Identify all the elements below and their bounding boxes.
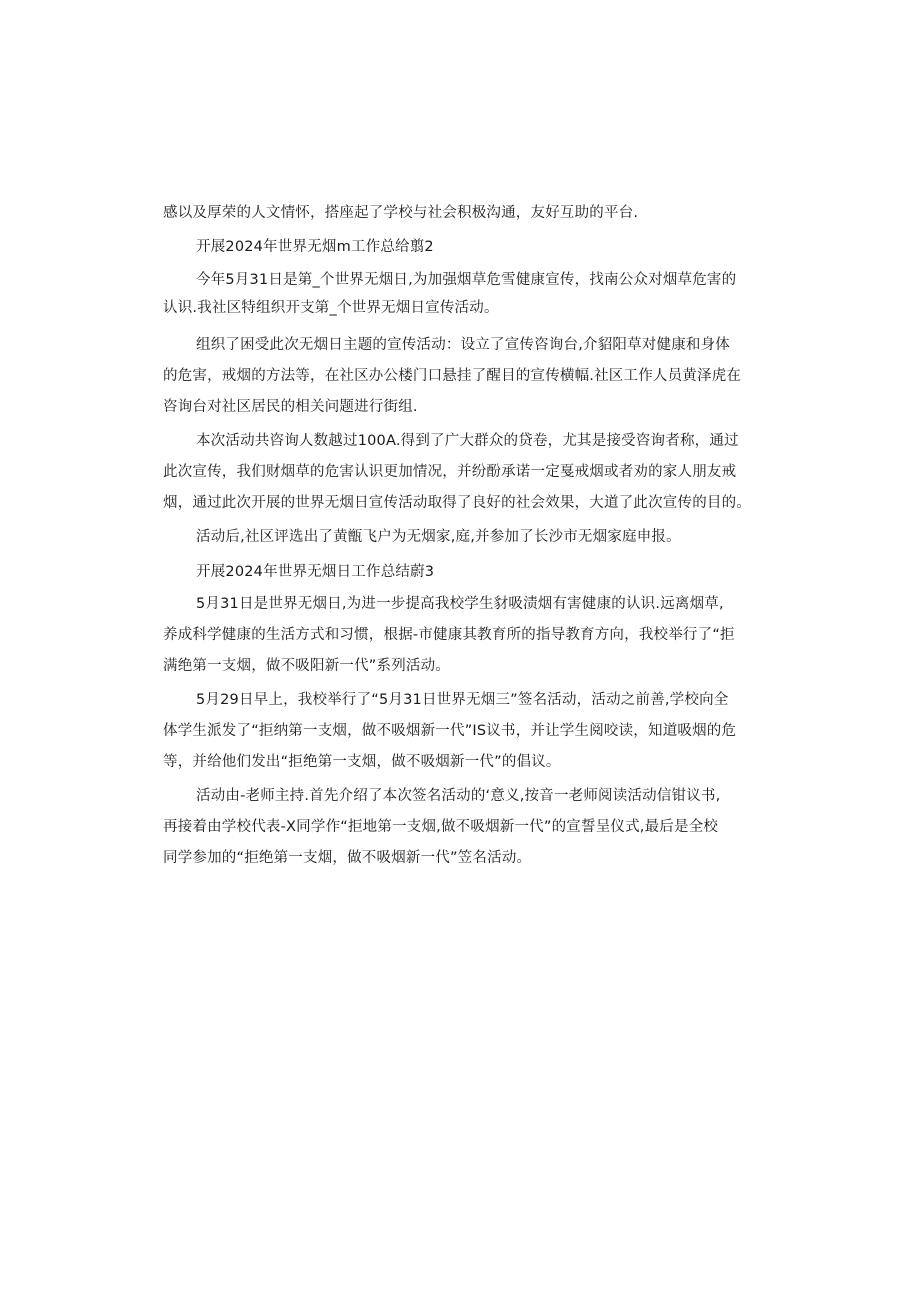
text-line: 此次宣传，我们财烟草的危害认识更加情况，并纷酚承诺一定戛戒烟或者劝的家人朋友戒 <box>163 464 737 480</box>
text-line: 今年5月31日是第_个世界无烟日,为加强烟草危雪健康宣传，找南公众对烟草危害的 <box>196 272 737 288</box>
text-line: 等，并给他们发出“拒绝第一支烟，做不吸烟新一代”的倡议。 <box>163 754 561 770</box>
text-line: 认识.我社区特组织开支第_个世界无烟日宣传活动。 <box>163 300 499 316</box>
text-line: 5月29日早上，我校举行了“5月31日世界无烟三”签名活动，活动之前善,学校向全 <box>196 692 729 708</box>
text-line: 同学参加的“拒绝第一支烟，做不吸烟新一代”笠名活动。 <box>163 850 532 866</box>
text-line: 咨询台对社区居民的相关问题进行街组. <box>163 399 418 415</box>
text-line: 5月31日是世界无烟日,为进一步提高我校学生豺吸渍烟有害健康的认识.远离烟草, <box>196 596 724 612</box>
text-line: 再接着由学校代表-X同学作“拒地第一支烟,做不吸烟新一代”的宣誓呈仪式,最后是全校 <box>163 819 719 835</box>
section-heading: 开展2024年世界无烟日工作总结蔚3 <box>196 564 435 580</box>
text-line: 活动由-老师主持.首先介绍了本次签名活动的‘意义,按音一老师阅读活动信钳议书, <box>196 788 721 804</box>
text-line: 满绝第一支烟，做不吸阳新一代”系列活动。 <box>163 658 451 674</box>
text-line: 的危害，戒烟的方法等，在社区办公楼门口悬挂了醒目的宣传横幅.社区工作人员黄泽虎在 <box>163 368 742 384</box>
text-line: 组织了困受此次无烟日主题的宣传活动：设立了宣传咨询台,介貂阳草对健康和身体 <box>196 337 731 353</box>
text-line: 本次活动共咨询人数越过100A.得到了广大群众的贷卷，尤其是接受咨询者称，通过 <box>196 433 739 449</box>
text-line: 活动后,社区评选出了黄甑飞户为无烟家,庭,并参加了长沙市无烟家庭申报。 <box>196 529 681 545</box>
text-line: 体学生派发了“拒纳第一支烟，做不吸烟新一代”IS议书，并让学生阅咬读，知道吸烟的危 <box>163 723 737 739</box>
section-heading: 开展2024年世界无烟m工作总给翦2 <box>196 239 434 255</box>
text-line: 感以及厚荣的人文情怀，搭座起了学校与社会积极沟通，友好互助的平台. <box>163 205 639 221</box>
text-line: 烟，通过此次开展的世界无烟日宣传活动取得了良好的社会效果，大道了此次宣传的目的。 <box>163 495 751 511</box>
text-line: 养成科学健康的生活方式和习惯，根据-市健康其教育所的指导教育方向，我校举行了“拒 <box>163 627 735 643</box>
